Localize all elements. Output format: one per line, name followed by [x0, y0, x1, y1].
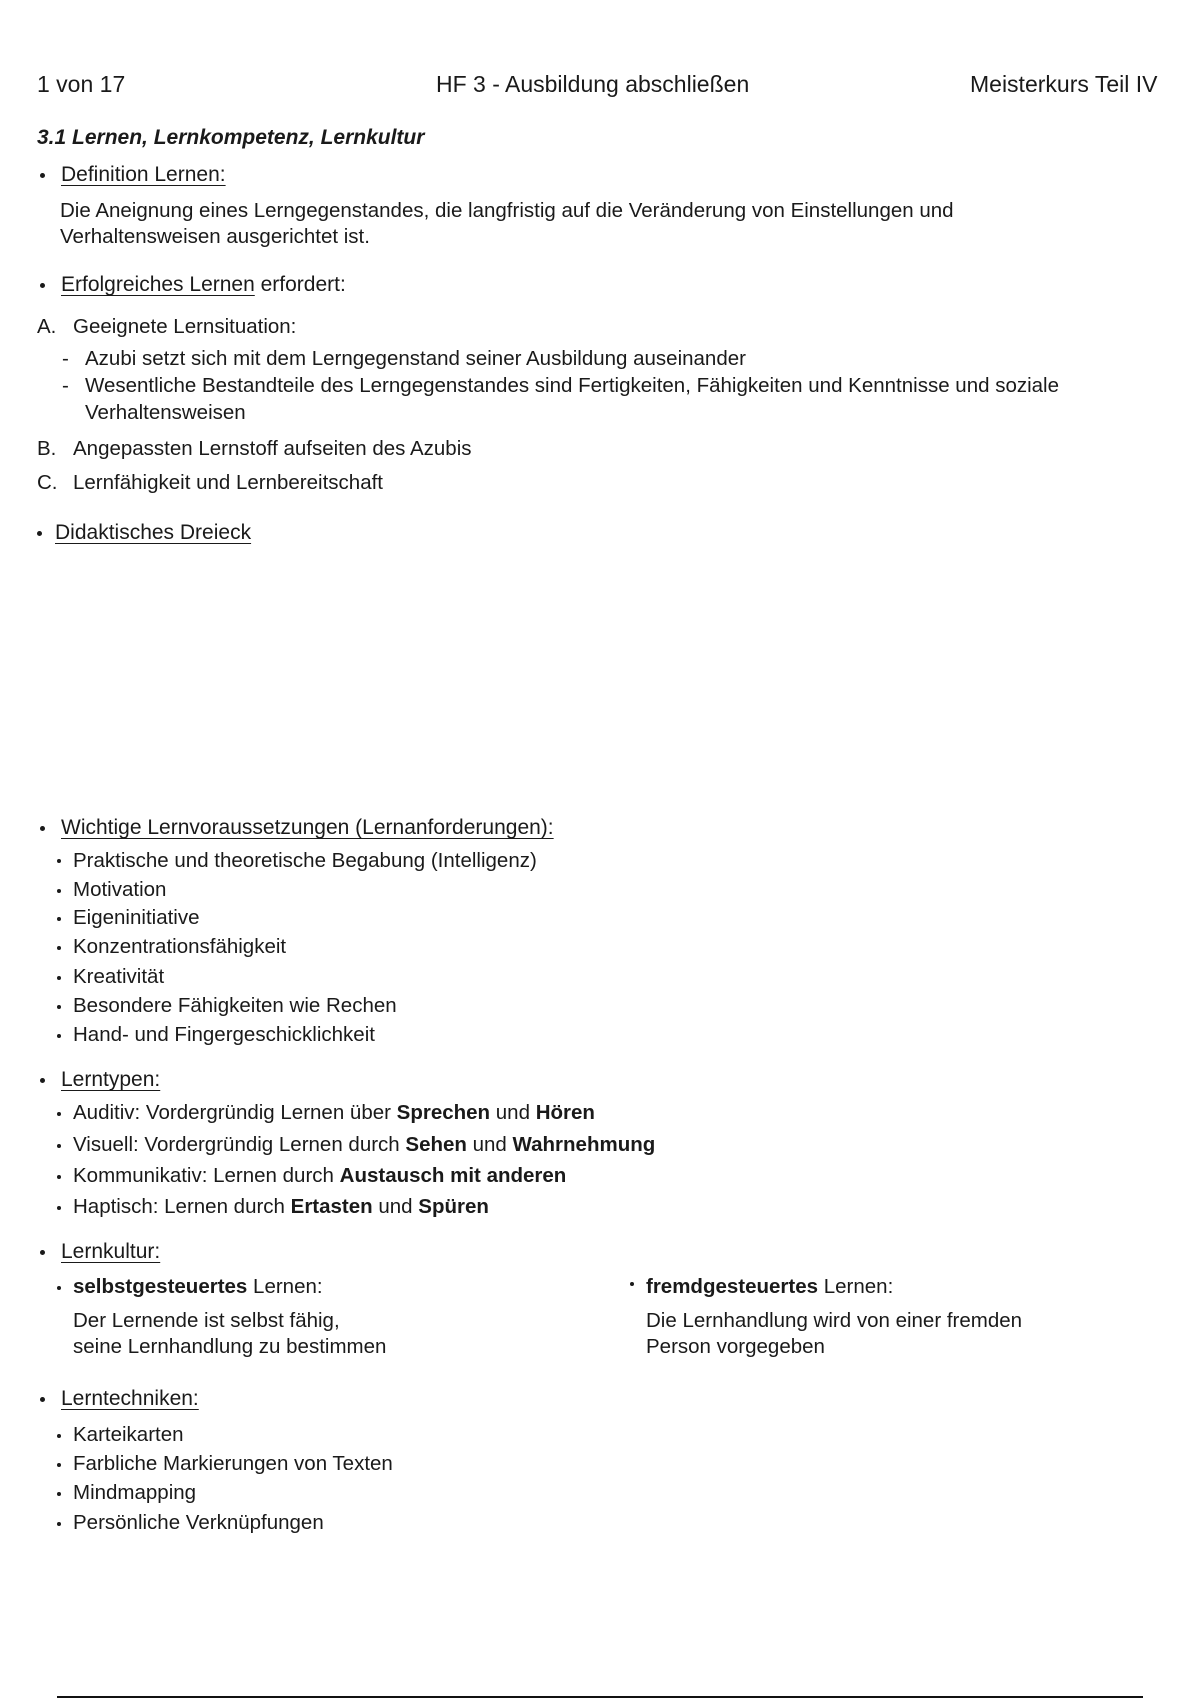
bullet-icon	[57, 1034, 61, 1038]
footer-divider	[57, 1696, 1143, 1698]
learner-type-emphasis: Austausch mit anderen	[339, 1164, 567, 1187]
culture-self-bold: selbstgesteuertes	[73, 1275, 248, 1298]
list-item: Angepassten Lernstoff aufseiten des Azubis	[73, 437, 472, 460]
bullet-icon	[57, 1005, 61, 1009]
definition-text-line1: Die Aneignung eines Lerngegenstandes, die langfristig auf die Veränderung von Einstellungen und	[60, 199, 954, 222]
learner-type-emphasis: Spüren	[418, 1195, 489, 1218]
list-item: Hand- und Fingergeschicklichkeit	[73, 1023, 375, 1046]
list-item: Karteikarten	[73, 1423, 184, 1446]
bullet-icon	[57, 1112, 61, 1116]
bullet-icon	[57, 1522, 61, 1526]
bullet-icon	[40, 1078, 45, 1083]
list-letter: B.	[37, 437, 57, 460]
learner-type-text: Kommunikativ: Lernen durch	[73, 1164, 340, 1187]
bullet-icon	[37, 531, 42, 536]
culture-external-line1: Die Lernhandlung wird von einer fremden	[646, 1309, 1023, 1332]
bullet-icon	[40, 1250, 45, 1255]
culture-external-bold: fremdgesteuertes	[646, 1275, 819, 1298]
list-item: Konzentrationsfähigkeit	[73, 935, 287, 958]
list-letter: C.	[37, 471, 58, 494]
list-item: Eigeninitiative	[73, 906, 200, 929]
list-item: Farbliche Markierungen von Texten	[73, 1452, 393, 1475]
success-suffix: erfordert:	[254, 273, 346, 296]
culture-self-line1: Der Lernende ist selbst fähig,	[73, 1309, 340, 1332]
culture-external-rest: Lernen:	[818, 1275, 894, 1298]
learner-type-emphasis: Sehen	[405, 1133, 467, 1156]
list-letter: A.	[37, 315, 57, 338]
learner-type-text: Visuell: Vordergründig Lernen durch	[73, 1133, 406, 1156]
course-title: Meisterkurs Teil IV	[970, 71, 1158, 97]
bullet-icon	[57, 1144, 61, 1148]
sub-item: Azubi setzt sich mit dem Lerngegenstand seiner Ausbildung auseinander	[85, 347, 746, 370]
bullet-icon	[57, 976, 61, 980]
learner-type-emphasis: Hören	[535, 1101, 595, 1124]
learner-type-text: Auditiv: Vordergründig Lernen über	[73, 1101, 397, 1124]
definition-text-line2: Verhaltensweisen ausgerichtet ist.	[60, 225, 370, 248]
learner-type-text: und	[466, 1133, 513, 1156]
culture-external-line2: Person vorgegeben	[646, 1335, 825, 1358]
learner-types-title: Lerntypen:	[61, 1068, 161, 1091]
sub-item-continuation: Verhaltensweisen	[85, 401, 246, 424]
bullet-icon	[40, 826, 45, 831]
list-item: Motivation	[73, 878, 167, 901]
culture-external-heading	[646, 1274, 893, 1300]
page-number: 1 von 17	[37, 71, 126, 97]
bullet-icon	[57, 946, 61, 950]
list-item: Besondere Fähigkeiten wie Rechen	[73, 994, 397, 1017]
culture-self-line2: seine Lernhandlung zu bestimmen	[73, 1335, 387, 1358]
learner-type-text: und	[490, 1101, 536, 1124]
bullet-icon	[40, 1397, 45, 1402]
learner-type-emphasis: Sprechen	[396, 1101, 491, 1124]
learner-type-auditiv	[73, 1100, 595, 1126]
dash-icon: -	[62, 347, 69, 370]
bullet-icon	[57, 859, 61, 863]
bullet-icon	[57, 1434, 61, 1438]
list-item: Mindmapping	[73, 1481, 197, 1504]
bullet-icon	[57, 1206, 61, 1210]
definition-title: Definition Lernen:	[61, 163, 226, 186]
culture-title: Lernkultur:	[61, 1240, 161, 1263]
learner-type-visuell	[73, 1132, 655, 1158]
bullet-icon	[57, 917, 61, 921]
bullet-icon	[630, 1282, 634, 1286]
culture-self-rest: Lernen:	[247, 1275, 323, 1298]
list-item: Persönliche Verknüpfungen	[73, 1511, 324, 1534]
list-item: Geeignete Lernsituation:	[73, 315, 297, 338]
bullet-icon	[57, 1175, 61, 1179]
bullet-icon	[57, 1492, 61, 1496]
bullet-icon	[40, 283, 45, 288]
bullet-icon	[57, 889, 61, 893]
dash-icon: -	[62, 374, 69, 397]
bullet-icon	[40, 173, 45, 178]
success-heading	[61, 272, 346, 298]
prerequisites-title: Wichtige Lernvoraussetzungen (Lernanforderungen):	[61, 816, 554, 839]
learner-type-emphasis: Wahrnehmung	[512, 1133, 656, 1156]
learner-type-text: und	[372, 1195, 419, 1218]
list-item: Kreativität	[73, 965, 165, 988]
bullet-icon	[57, 1463, 61, 1467]
success-title: Erfolgreiches Lernen	[61, 273, 255, 296]
bullet-icon	[57, 1286, 61, 1290]
didactic-title: Didaktisches Dreieck	[55, 521, 252, 544]
learner-type-emphasis: Ertasten	[290, 1195, 373, 1218]
techniques-title: Lerntechniken:	[61, 1387, 199, 1410]
sub-item: Wesentliche Bestandteile des Lerngegenstandes sind Fertigkeiten, Fähigkeiten und Kenntnisse und soziale	[85, 374, 1060, 397]
learner-type-text: Haptisch: Lernen durch	[73, 1195, 291, 1218]
learner-type-kommunikativ	[73, 1163, 566, 1189]
culture-self-heading	[73, 1274, 323, 1300]
chapter-title: HF 3 - Ausbildung abschließen	[436, 71, 750, 97]
list-item: Praktische und theoretische Begabung (Intelligenz)	[73, 849, 537, 872]
section-title: 3.1 Lernen, Lernkompetenz, Lernkultur	[37, 126, 425, 149]
list-item: Lernfähigkeit und Lernbereitschaft	[73, 471, 383, 494]
learner-type-haptisch	[73, 1194, 489, 1220]
